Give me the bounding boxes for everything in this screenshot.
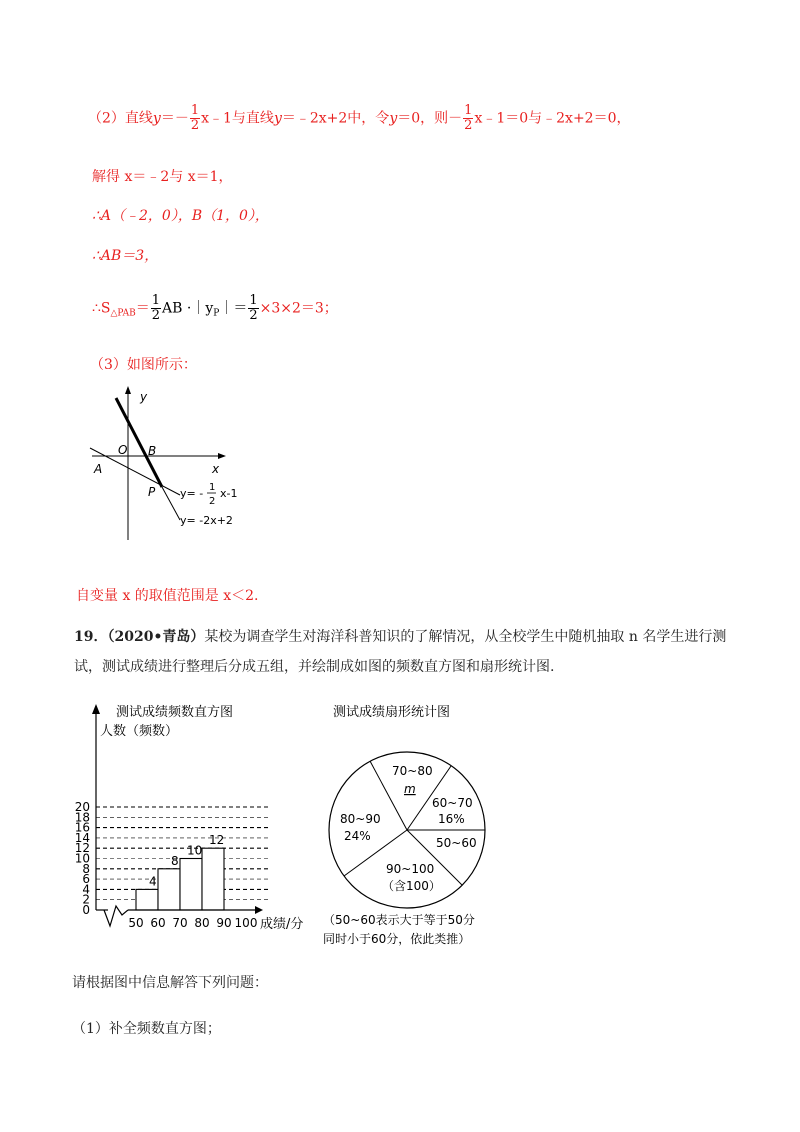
prompt-line: 请根据图中信息解答下列问题：	[72, 975, 268, 991]
slice-90-100-label: 90~100	[386, 862, 435, 876]
fraction-half	[190, 104, 200, 133]
histogram-title: 测试成绩频数直方图	[116, 705, 234, 720]
y-tick-label: 6	[82, 872, 90, 887]
slice-70-80-label: 70~80	[392, 764, 433, 778]
fraction-half	[463, 104, 473, 133]
histogram-bar	[180, 859, 202, 911]
ab-line: ∴AB＝3，	[92, 248, 159, 264]
slice-70-80-value: m	[404, 782, 416, 796]
frac-den: 2	[190, 118, 200, 133]
histogram-x-arrow	[255, 906, 263, 914]
x-axis-arrow	[218, 453, 226, 459]
line1-frac-num: 1	[209, 482, 216, 493]
histogram-y-ticks	[75, 800, 90, 917]
x-tick-label: 70	[172, 916, 188, 930]
frac-num: 1	[190, 103, 200, 118]
solve-line: 解得 x＝﹣2与 x＝1，	[92, 169, 233, 185]
frac-num: 1	[464, 103, 473, 118]
histogram-x-ticks	[128, 916, 257, 930]
x-tick-label: 100	[234, 916, 258, 930]
line1-eq-a: y= -	[180, 487, 204, 500]
histogram-bar	[158, 869, 180, 910]
pie-note-1: （50~60表示大于等于50分	[323, 913, 475, 927]
bar-value-label: 12	[209, 833, 225, 848]
question-number: 19．	[74, 629, 108, 645]
fraction-half	[151, 294, 161, 323]
y-tick-label: 12	[74, 841, 90, 856]
line-neg2-ext	[162, 487, 180, 520]
histogram-y-arrow	[92, 704, 100, 714]
eq-text: ＝－	[160, 110, 189, 127]
slice-60-70-label: 60~70	[432, 796, 473, 810]
question-source: （2020•青岛）	[107, 629, 205, 645]
fraction-half	[248, 294, 258, 323]
part2-line	[88, 104, 631, 133]
slice-80-90-label: 80~90	[340, 812, 381, 826]
line1-frac-den: 2	[209, 496, 216, 507]
question-19	[74, 622, 734, 682]
eq-text: x﹣1＝0与﹣2x+2＝0，	[474, 110, 631, 127]
x-tick-label: 60	[150, 916, 166, 930]
eq-subscript: △PAB	[110, 308, 136, 319]
point-a-label: A	[94, 462, 103, 476]
eq-text: ｜＝	[219, 300, 248, 317]
conclusion-line: 自变量 x 的取值范围是 x＜2.	[76, 588, 259, 604]
frac-den: 2	[464, 118, 473, 133]
y-tick-label: 14	[74, 830, 90, 845]
origin-label: O	[118, 443, 128, 457]
bar-value-label: 8	[171, 853, 179, 868]
var-y: y	[273, 110, 282, 127]
pie-note-2: 同时小于60分，依此类推）	[323, 932, 471, 946]
eq-text: ∴S	[92, 300, 111, 317]
part3-label: （3）如图所示：	[90, 357, 197, 373]
eq-text: ＝﹣2x+2中，令	[281, 110, 390, 127]
y-tick-label: 2	[82, 892, 90, 907]
frac-num: 1	[249, 293, 258, 308]
y-axis-label: y	[140, 390, 148, 404]
part2-label: （2）直线	[88, 110, 153, 127]
slice-80-90-value: 24%	[344, 829, 371, 843]
histogram-bar	[202, 848, 224, 910]
histogram-bar	[136, 889, 158, 910]
frac-den: 2	[249, 308, 258, 323]
points-line: ∴A（﹣2，0），B（1，0），	[92, 208, 269, 224]
eq-text: ＝0，则－	[397, 110, 463, 127]
frac-den: 2	[151, 308, 161, 323]
axis-break-zigzag	[104, 906, 128, 926]
x-axis-label: x	[212, 462, 220, 476]
eq-text: ×3×2＝3；	[259, 300, 338, 317]
y-axis-arrow	[125, 386, 131, 394]
y-tick-label: 20	[74, 800, 90, 814]
y-tick-label: 16	[74, 820, 90, 835]
bar-value-label: 10	[187, 843, 203, 858]
y-tick-label: 18	[74, 810, 90, 825]
bar-value-label: 4	[149, 874, 157, 889]
y-tick-label: 0	[82, 903, 90, 917]
histogram-xlabel: 成绩/分	[260, 917, 304, 932]
y-tick-label: 10	[74, 851, 90, 866]
pie-title: 测试成绩扇形统计图	[333, 705, 451, 720]
point-p-label: P	[148, 485, 156, 499]
area-line	[92, 294, 338, 323]
slice-90-100-value: （含100）	[382, 879, 441, 893]
y-tick-label: 4	[82, 882, 90, 897]
histogram	[62, 690, 324, 952]
eq-subscript: P	[213, 308, 220, 319]
question-text: 某校为调查学生对海洋科普知识的了解情况，从全校学生中随机抽取 n 名学生进行测试，测试成绩进行整理后分成五组，并绘制成如图的频数直方图和扇形统计图.	[74, 629, 727, 675]
pie-chart	[320, 690, 500, 952]
y-tick-label: 8	[82, 861, 90, 876]
function-graph	[80, 380, 280, 545]
x-tick-label: 50	[128, 916, 144, 930]
line1-eq-b: x-1	[220, 487, 238, 500]
line-half	[90, 448, 180, 495]
slice-60-70-value: 16%	[438, 812, 465, 826]
eq-text: x﹣1与直线	[201, 110, 274, 127]
slice-50-60-label: 50~60	[436, 836, 477, 850]
sub-question-1: （1）补全频数直方图；	[72, 1021, 221, 1037]
frac-num: 1	[151, 293, 161, 308]
histogram-ylabel: 人数（频数）	[100, 724, 179, 739]
eq-text: AB ·｜y	[162, 300, 214, 317]
var-y: y	[389, 110, 398, 127]
line2-eq: y= -2x+2	[180, 514, 233, 527]
x-tick-label: 80	[194, 916, 210, 930]
eq-text: ＝	[135, 300, 150, 317]
x-tick-label: 90	[216, 916, 232, 930]
var-y: y	[152, 110, 161, 127]
point-b-label: B	[148, 444, 157, 458]
